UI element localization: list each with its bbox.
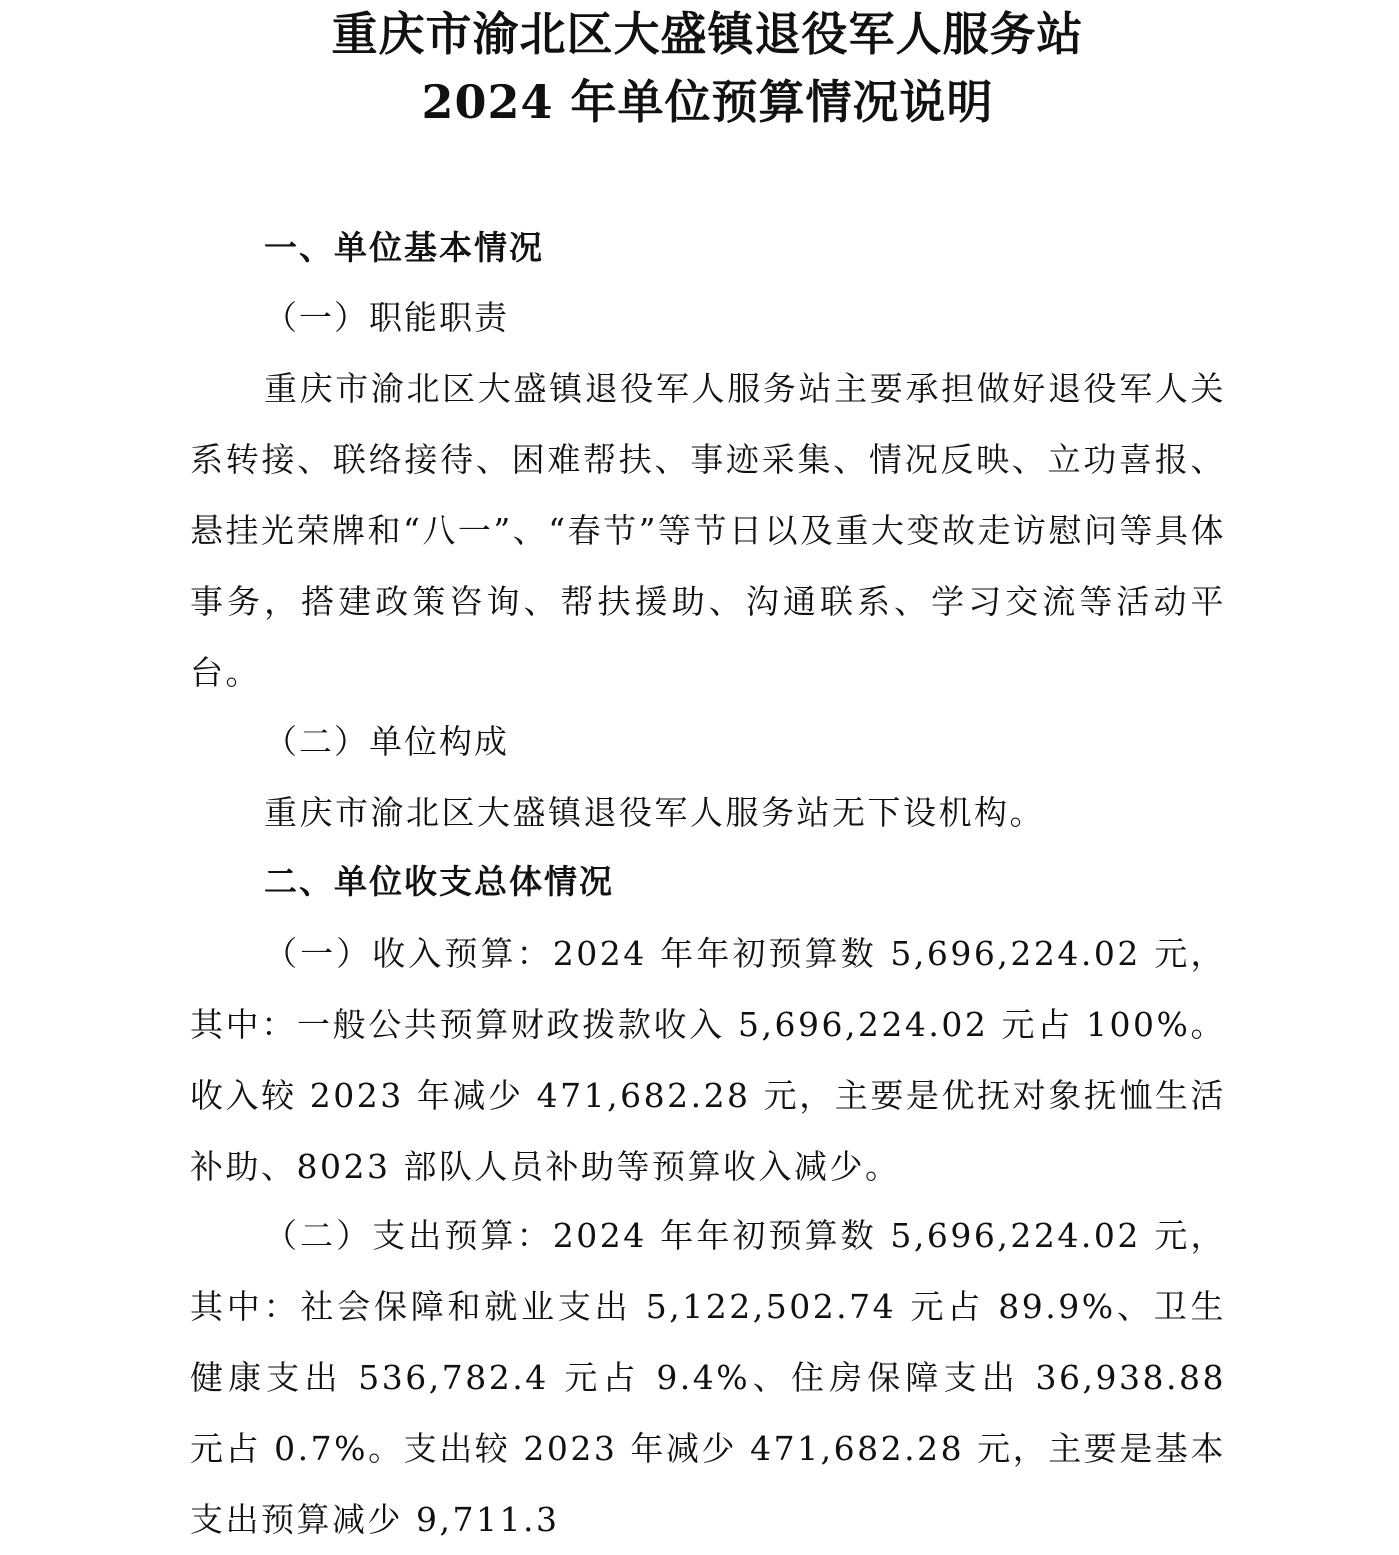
expense-budget-paragraph: （二）支出预算：2024 年年初预算数 5,696,224.02 元，其中：社会保障和就业支出 5,122,502.74 元占 89.9%、卫生健康支出 536,782.4 元占 9.4%、住房保障支出 36,938.88 元占 0.7%。支出较 2023 年减少 471,682.28 元，主要是基本支出预算减少 9,711.3 xyxy=(190,1216,1226,1539)
section-1-sub-1-heading: （一）职能职责 xyxy=(264,298,509,337)
document-title-line-1: 重庆市渝北区大盛镇退役军人服务站 xyxy=(331,7,1084,61)
section-1-sub-1-paragraph: 重庆市渝北区大盛镇退役军人服务站主要承担做好退役军人关系转接、联络接待、困难帮扶、事迹采集、情况反映、立功喜报、悬挂光荣牌和“八一”、“春节”等节日以及重大变故走访慰问等具体事务，搭建政策咨询、帮扶援助、沟通联系、学习交流等活动平台。 xyxy=(190,369,1226,692)
section-1-sub-2-paragraph: 重庆市渝北区大盛镇退役军人服务站无下设机构。 xyxy=(264,793,1045,832)
section-2-heading: 二、单位收支总体情况 xyxy=(264,862,614,901)
income-budget-paragraph: （一）收入预算：2024 年年初预算数 5,696,224.02 元，其中：一般公共预算财政拨款收入 5,696,224.02 元占 100%。收入较 2023 年减少 471,682.28 元，主要是优抚对象抚恤生活补助、8023 部队人员补助等预算收入减少。 xyxy=(190,934,1226,1186)
section-1-sub-2-heading: （二）单位构成 xyxy=(264,722,509,761)
document-title-line-2: 2024 年单位预算情况说明 xyxy=(421,75,994,129)
section-1-heading: 一、单位基本情况 xyxy=(264,228,544,267)
